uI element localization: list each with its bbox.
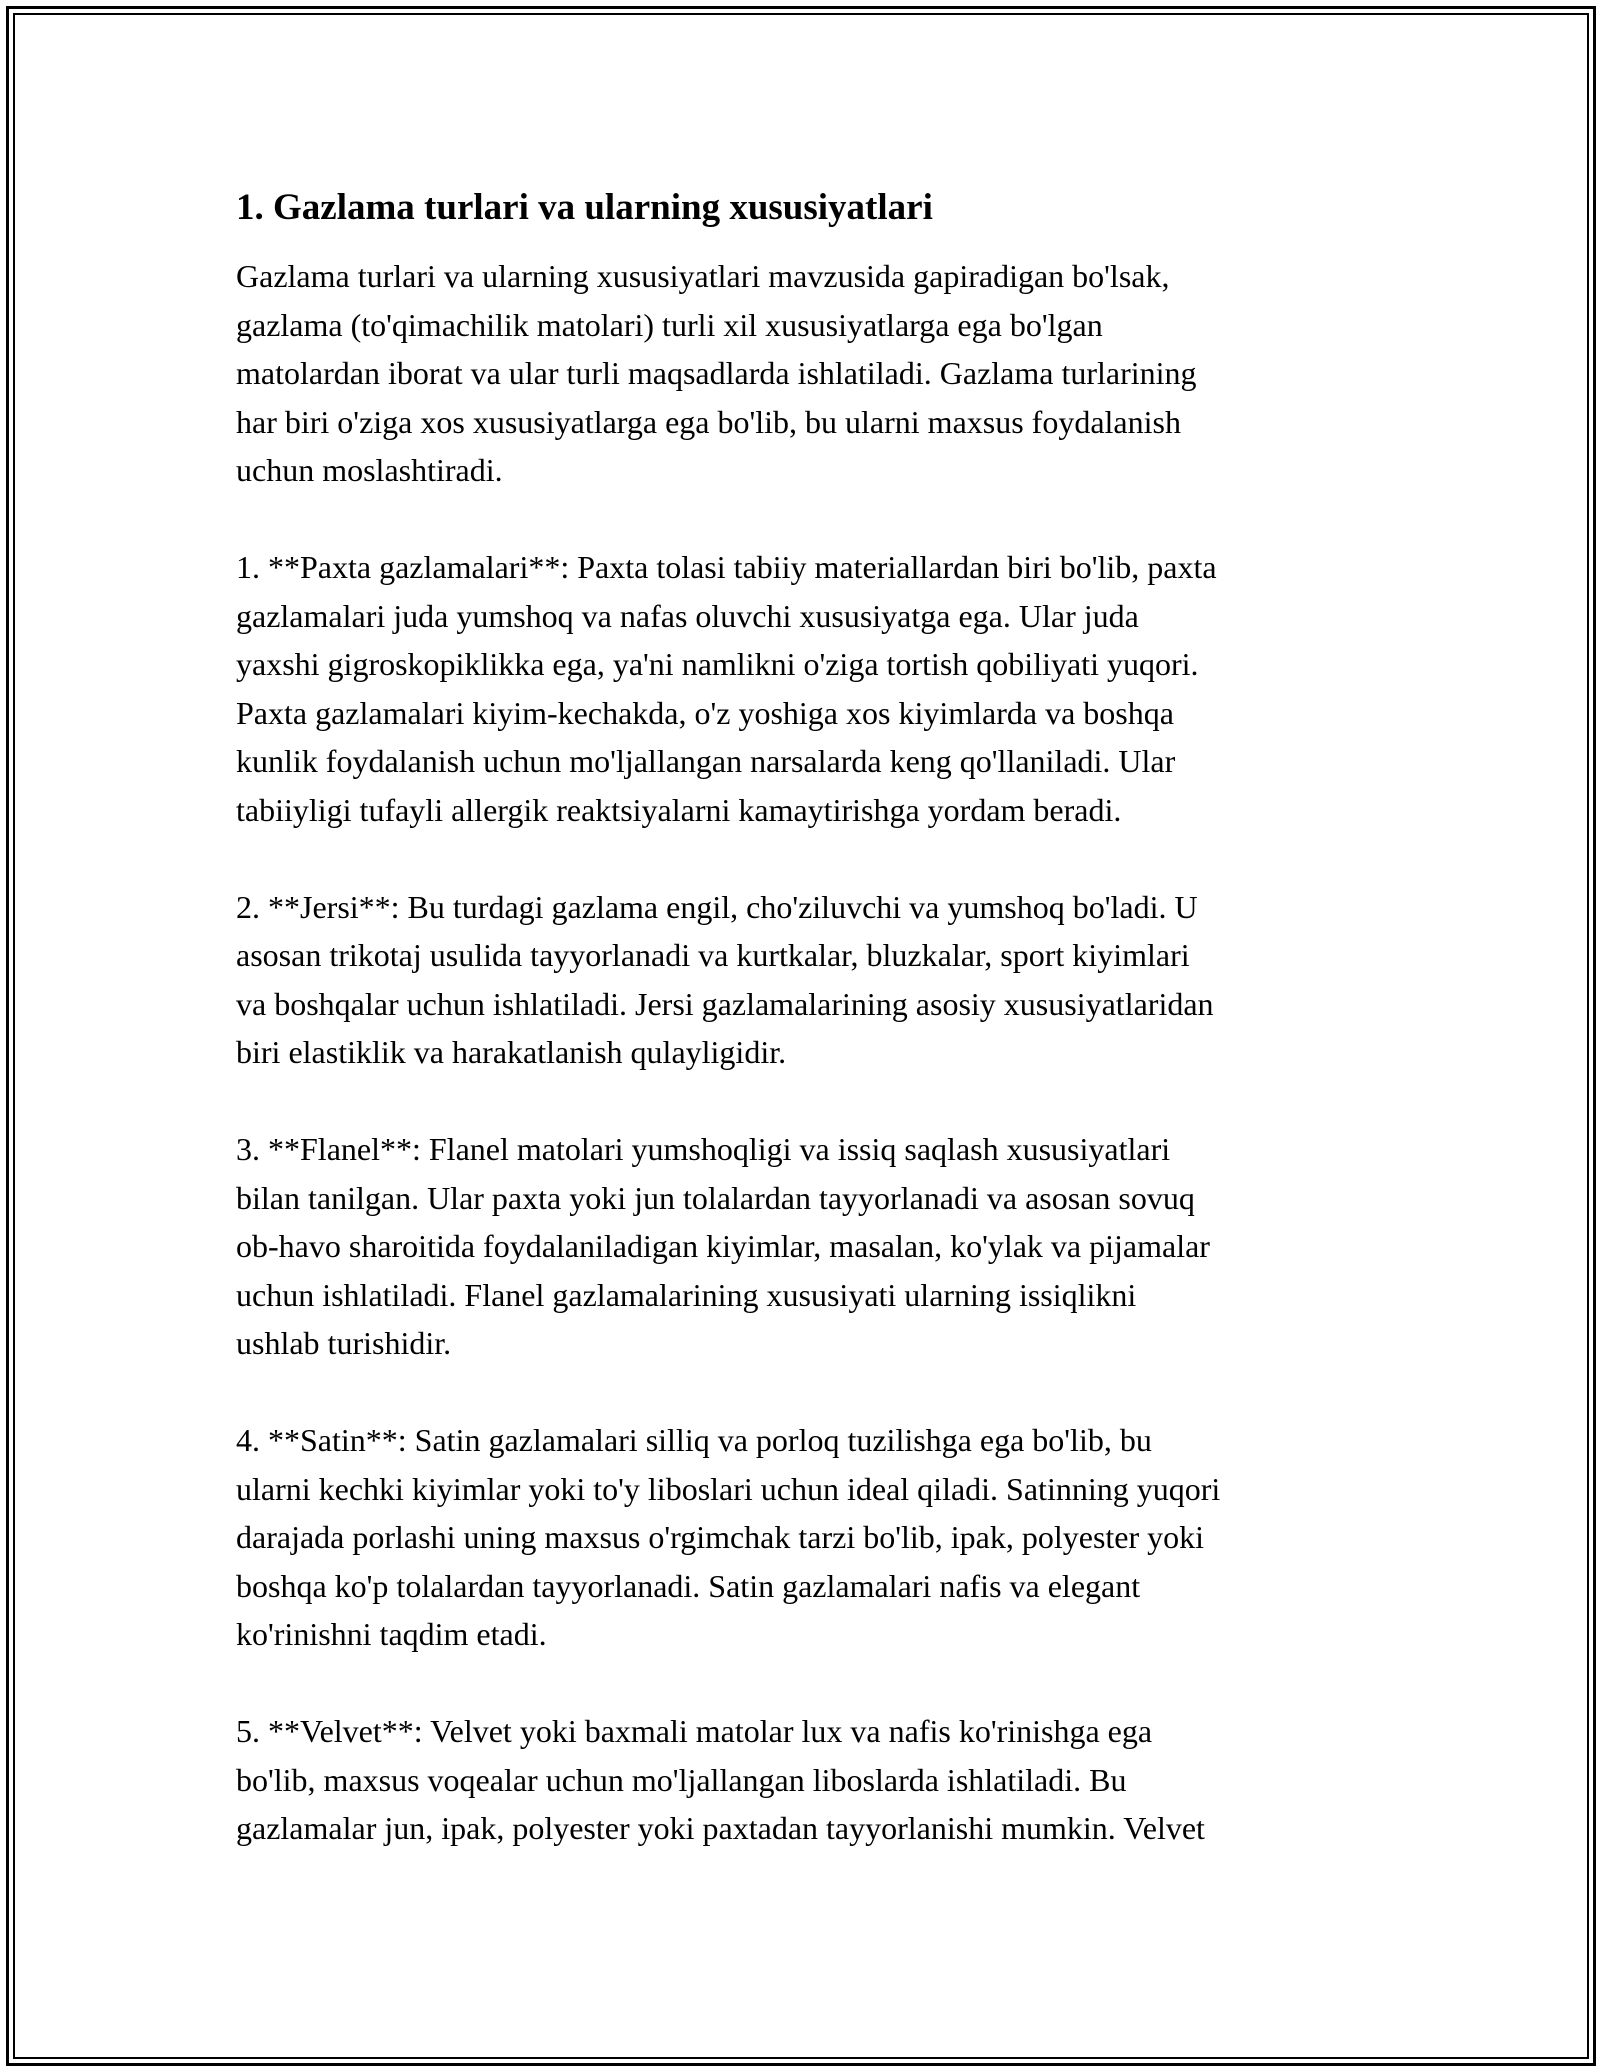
document-body	[236, 184, 1376, 1853]
paragraph-satin: 4. **Satin**: Satin gazlamalari silliq va porloq tuzilishga ega bo'lib, bu ularni kechki kiyimlar yoki to'y liboslari uchun ideal qiladi. Satinning yuqori darajada porlashi uning maxsus o'rgimchak tarzi bo'lib, ipak, polyester yoki boshqa ko'p tolalardan tayyorlanadi. Satin gazlamalari nafis va elegant ko'rinishni taqdim etadi.	[236, 1422, 1221, 1652]
paragraph-flanel: 3. **Flanel**: Flanel matolari yumshoqligi va issiq saqlash xususiyatlari bilan tanilgan. Ular paxta yoki jun tolalardan tayyorlanadi va asosan sovuq ob-havo sharoitida foydalaniladigan kiyimlar, masalan, ko'ylak va pijamalar uchun ishlatiladi. Flanel gazlamalarining xususiyati ularning issiqlikni ushlab turishidir.	[236, 1131, 1210, 1361]
paragraph-jersi: 2. **Jersi**: Bu turdagi gazlama engil, cho'ziluvchi va yumshoq bo'ladi. U asosan trikotaj usulida tayyorlanadi va kurtkalar, bluzkalar, sport kiyimlari va boshqalar uchun ishlatiladi. Jersi gazlamalarining asosiy xususiyatlaridan biri elastiklik va harakatlanish qulayligidir.	[236, 888, 1214, 1070]
paragraph-intro: Gazlama turlari va ularning xususiyatlari mavzusida gapiradigan bo'lsak, gazlama (to'qimachilik matolari) turli xil xususiyatlarga ega bo'lgan matolardan iborat va ular turli maqsadlarda ishlatiladi. Gazlama turlarining har biri o'ziga xos xususiyatlarga ega bo'lib, bu ularni maxsus foydalanish uchun moslashtiradi.	[236, 258, 1197, 488]
paragraph-velvet: 5. **Velvet**: Velvet yoki baxmali matolar lux va nafis ko'rinishga ega bo'lib, maxsus voqealar uchun mo'ljallangan liboslarda ishlatiladi. Bu gazlamalar jun, ipak, polyester yoki paxtadan tayyorlanishi mumkin. Velvet	[236, 1713, 1205, 1846]
document-title: 1. Gazlama turlari va ularning xususiyatlari	[236, 187, 933, 228]
paragraph-paxta: 1. **Paxta gazlamalari**: Paxta tolasi tabiiy materiallardan biri bo'lib, paxta gazlamalari juda yumshoq va nafas oluvchi xususiyatga ega. Ular juda yaxshi gigroskopiklikka ega, ya'ni namlikni o'ziga tortish qobiliyati yuqori. Paxta gazlamalari kiyim-kechakda, o'z yoshiga xos kiyimlarda va boshqa kunlik foydalanish uchun mo'ljallangan narsalarda keng qo'llaniladi. Ular tabiiyligi tufayli allergik reaktsiyalarni kamaytirishga yordam beradi.	[236, 549, 1217, 828]
